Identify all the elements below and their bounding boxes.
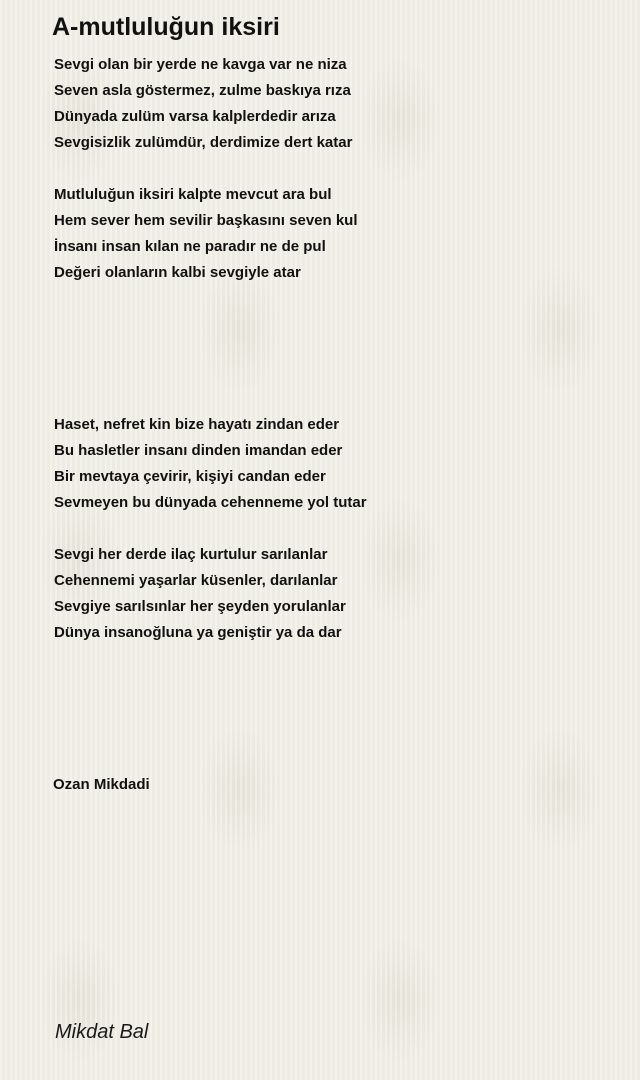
poem-line: Sevgiye sarılsınlar her şeyden yorulanlar	[54, 598, 346, 615]
stanza-3	[54, 412, 614, 516]
poem-line: Sevmeyen bu dünyada cehenneme yol tutar	[54, 494, 367, 511]
poem-line: Sevgisizlik zulümdür, derdimize dert katar	[54, 134, 353, 151]
poem-line: Sevgi olan bir yerde ne kavga var ne niza	[54, 56, 347, 73]
signature: Mikdat Bal	[55, 1021, 149, 1043]
poem-line: Seven asla göstermez, zulme baskıya rıza	[54, 82, 351, 99]
poem-line: Mutluluğun iksiri kalpte mevcut ara bul	[54, 186, 332, 203]
poem-line: Haset, nefret kin bize hayatı zindan eder	[54, 416, 340, 433]
poem-author: Ozan Mikdadi	[53, 776, 150, 793]
poem-line: Cehennemi yaşarlar küsenler, darılanlar	[54, 572, 338, 589]
poem-line: Bu hasletler insanı dinden imandan eder	[54, 442, 343, 459]
poem-line: Bir mevtaya çevirir, kişiyi candan eder	[54, 468, 326, 485]
poem-line: Dünya insanoğluna ya geniştir ya da dar	[54, 624, 342, 641]
stanza-4	[54, 542, 614, 646]
stanza-1	[54, 52, 614, 156]
poem-title: A-mutluluğun iksiri	[52, 13, 280, 41]
stanza-spacer	[54, 516, 614, 542]
stanza-spacer	[54, 156, 614, 182]
poem-line: Hem sever hem sevilir başkasını seven kul	[54, 212, 358, 229]
stanza-spacer	[54, 286, 614, 412]
poem-line: Dünyada zulüm varsa kalplerdedir arıza	[54, 108, 336, 125]
poem-line: Değeri olanların kalbi sevgiyle atar	[54, 264, 301, 281]
poem-body	[54, 52, 614, 646]
poem-line: Sevgi her derde ilaç kurtulur sarılanlar	[54, 546, 328, 563]
poem-line: İnsanı insan kılan ne paradır ne de pul	[54, 238, 326, 255]
stanza-2	[54, 182, 614, 286]
